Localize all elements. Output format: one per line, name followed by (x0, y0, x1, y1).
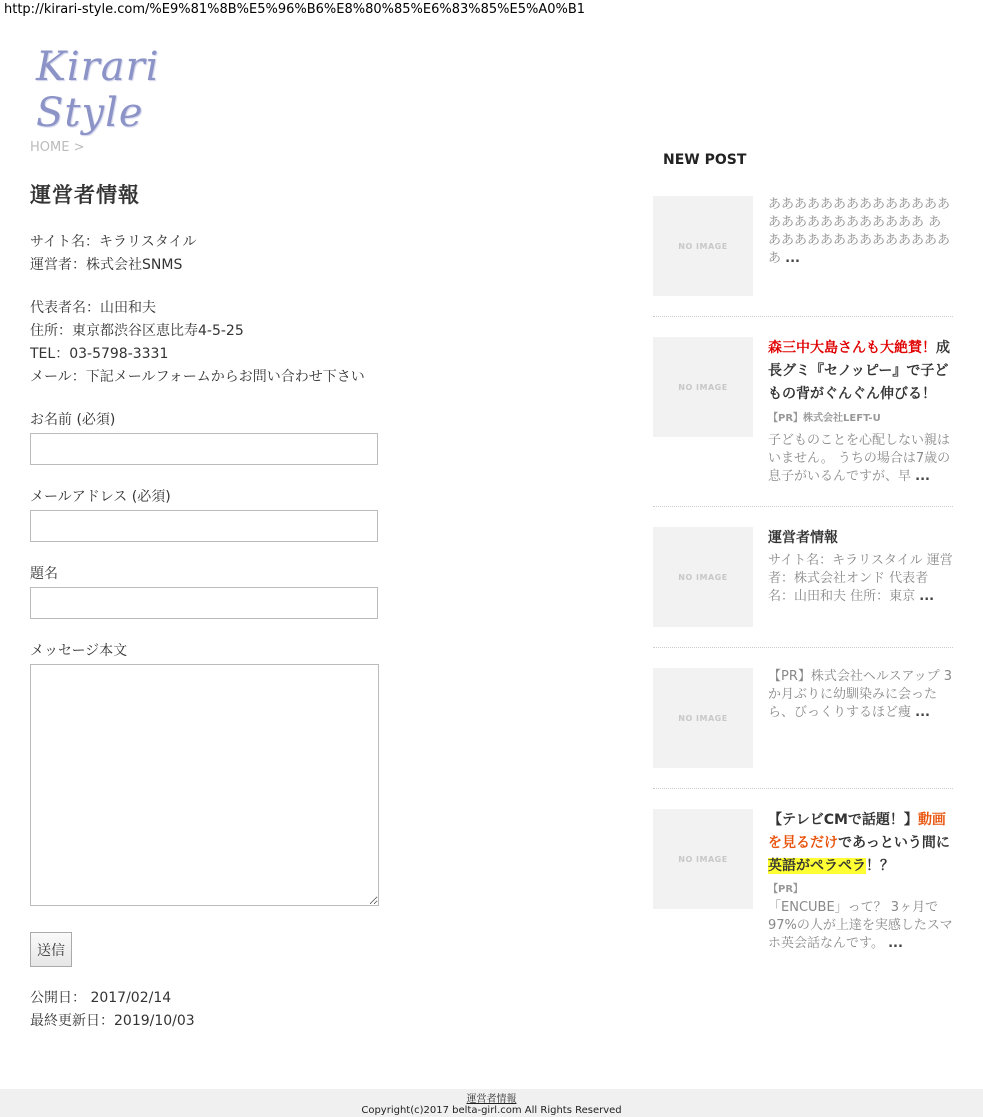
updated-date: 最終更新日：2019/10/03 (30, 1013, 195, 1029)
subject-label: 題名 (30, 566, 58, 582)
message-textarea[interactable] (30, 664, 379, 906)
copyright-text: Copyright(c)2017 belta-girl.com All Rights Reserved (361, 1105, 622, 1116)
post-excerpt: 「ENCUBE」って？ 3ヶ月で97%の人が上達を実感したスマホ英会話なんです。 ... (768, 900, 953, 951)
post-excerpt: サイト名：キラリスタイル 運営者：株式会社オンド 代表者名：山田和夫 住所：東京 ... (768, 553, 953, 604)
mail-text: メール：下記メールフォームからお問い合わせ下さい (30, 369, 365, 385)
read-more[interactable]: ... (915, 469, 930, 484)
post-excerpt: 子どものことを心配しない親はいません。 うちの場合は7歳の息子がいるんですが、早 ... (768, 433, 951, 484)
read-more[interactable]: ... (919, 589, 935, 604)
operator-text: 運営者：株式会社SNMS (30, 257, 183, 273)
page-url: http://kirari-style.com/%E9%81%8B%E5%96%B6%E8%80%85%E6%83%85%E5%A0%B1 (4, 2, 586, 17)
post-thumbnail[interactable]: NO IMAGE (653, 527, 753, 627)
sidebar-post[interactable] (653, 337, 953, 507)
contact-form (30, 409, 590, 967)
subject-input[interactable] (30, 587, 378, 619)
site-logo[interactable] (36, 44, 276, 136)
read-more[interactable]: ... (915, 705, 930, 720)
post-title[interactable]: 運営者情報 (768, 530, 838, 546)
sidebar (653, 152, 953, 993)
read-more[interactable]: ... (888, 936, 903, 951)
tel-text: TEL：03-5798-3331 (30, 346, 169, 362)
representative-text: 代表者名：山田和夫 (30, 300, 156, 316)
message-label: メッセージ本文 (30, 643, 128, 659)
pr-label: 【PR】株式会社LEFT-U (768, 413, 881, 424)
post-title[interactable]: 【テレビCMで話題！】動画を見るだけであっという間に英語がペラペラ！？ (768, 812, 950, 874)
operator-info (30, 231, 590, 389)
sidebar-post[interactable] (653, 668, 953, 789)
site-name-text: サイト名：キラリスタイル (30, 234, 197, 250)
name-input[interactable] (30, 433, 378, 465)
breadcrumb (30, 140, 590, 155)
post-title[interactable]: 森三中大島さんも大絶賛！成長グミ『セノッピー』で子どもの背がぐんぐん伸びる！ 【PR】株式会社LEFT-U (768, 340, 950, 424)
post-excerpt: ああああああああああああああああああああああああああ ああああああああああああああああ ... (768, 197, 951, 266)
read-more[interactable]: ... (785, 251, 800, 266)
main-content (30, 140, 590, 1033)
email-input[interactable] (30, 510, 378, 542)
published-date: 公開日： 2017/02/14 (30, 990, 172, 1006)
email-label: メールアドレス (必須) (30, 489, 171, 505)
pr-label: 【PR】 (768, 884, 804, 895)
sidebar-post[interactable] (653, 527, 953, 648)
submit-button[interactable]: 送信 (30, 932, 72, 967)
new-post-heading: NEW POST (663, 152, 747, 168)
post-thumbnail[interactable]: NO IMAGE (653, 337, 753, 437)
logo-text: Kirari Style (36, 44, 160, 136)
footer-operator-link[interactable]: 運営者情報 (466, 1094, 517, 1105)
sidebar-post[interactable] (653, 809, 953, 973)
breadcrumb-separator: > (73, 140, 85, 155)
post-thumbnail[interactable]: NO IMAGE (653, 809, 753, 909)
page-title: 運営者情報 (30, 183, 140, 207)
post-dates (30, 987, 590, 1033)
breadcrumb-home-link[interactable]: HOME (30, 140, 70, 155)
post-thumbnail[interactable]: NO IMAGE (653, 668, 753, 768)
sidebar-post[interactable] (653, 196, 953, 317)
address-text: 住所：東京都渋谷区恵比寿4-5-25 (30, 323, 244, 339)
footer (0, 1089, 983, 1117)
name-label: お名前 (必須) (30, 412, 116, 428)
post-thumbnail[interactable]: NO IMAGE (653, 196, 753, 296)
post-excerpt: 【PR】株式会社ヘルスアップ 3か月ぶりに幼馴染みに会ったら、びっくりするほど痩 ... (768, 669, 952, 720)
